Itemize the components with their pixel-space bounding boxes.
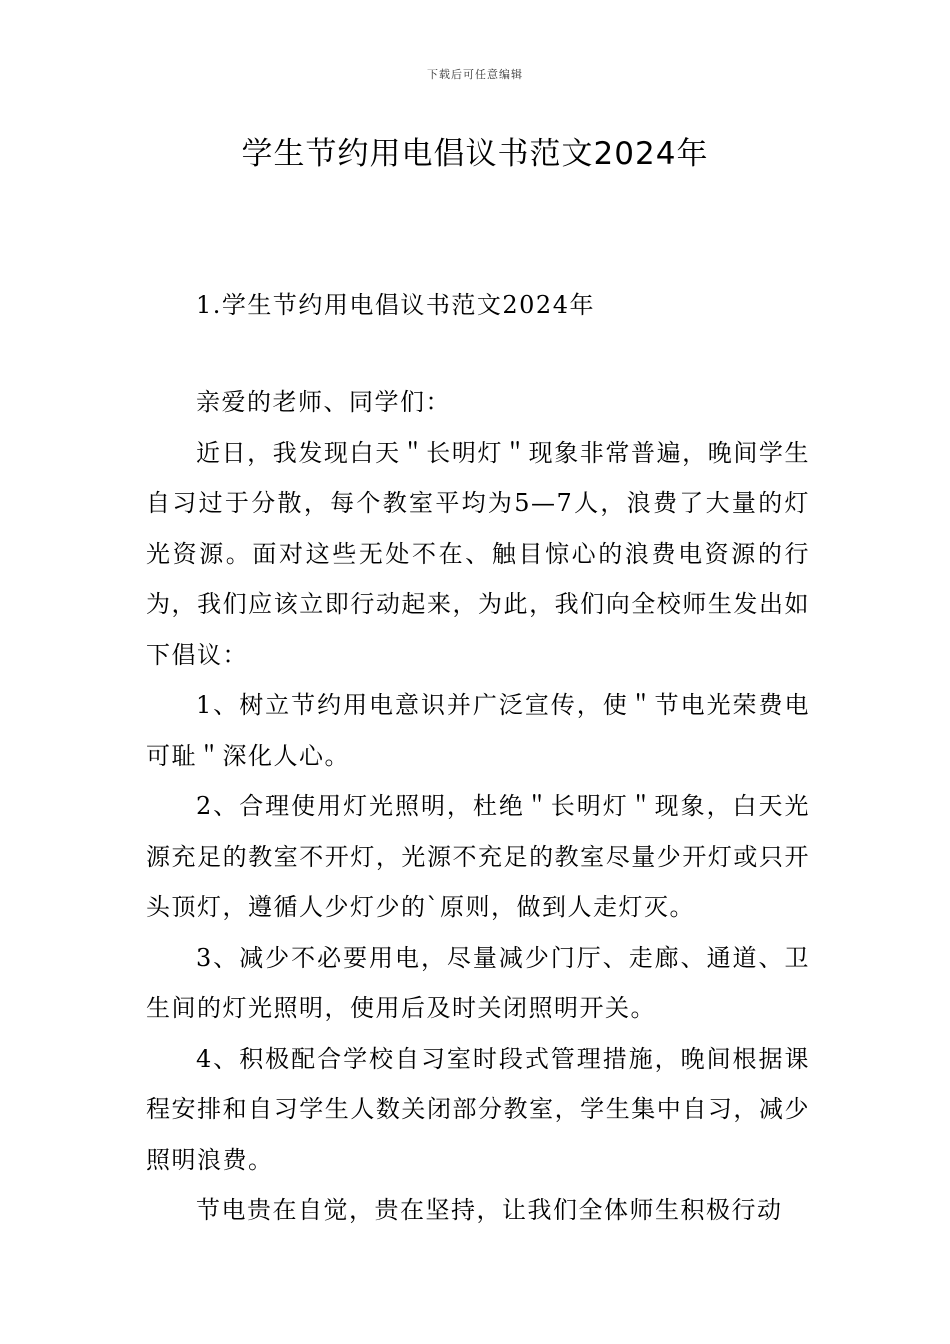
paragraph-item-3: 3、减少不必要用电，尽量减少门厅、走廊、通道、卫生间的灯光照明，使用后及时关闭照明开关。 [146, 943, 810, 1022]
paragraph-item-1: 1、树立节约用电意识并广泛宣传，使＂节电光荣费电可耻＂深化人心。 [146, 691, 810, 770]
header-note: 下载后可任意编辑 [427, 68, 523, 81]
paragraph-closing: 节电贵在自觉，贵在坚持，让我们全体师生积极行动 [196, 1196, 783, 1224]
paragraph-item-2: 2、合理使用灯光照明，杜绝＂长明灯＂现象，白天光源充足的教室不开灯，光源不充足的教室尽量少开灯或只开头顶灯，遵循人少灯少的`原则，做到人走灯灭。 [146, 792, 810, 921]
section-heading: 1.学生节约用电倡议书范文2024年 [196, 291, 595, 319]
paragraph-intro: 近日，我发现白天＂长明灯＂现象非常普遍，晚间学生自习过于分散，每个教室平均为5—7人，浪费了大量的灯光资源。面对这些无处不在、触目惊心的浪费电资源的行为，我们应该立即行动起来，为此，我们向全校师生发出如下倡议： [146, 438, 810, 669]
document-body [146, 377, 810, 1236]
paragraph-item-4: 4、积极配合学校自习室时段式管理措施，晚间根据课程安排和自习学生人数关闭部分教室，学生集中自习，减少照明浪费。 [146, 1044, 810, 1174]
document-title: 学生节约用电倡议书范文2024年 [241, 136, 709, 172]
salutation: 亲爱的老师、同学们： [196, 388, 451, 416]
